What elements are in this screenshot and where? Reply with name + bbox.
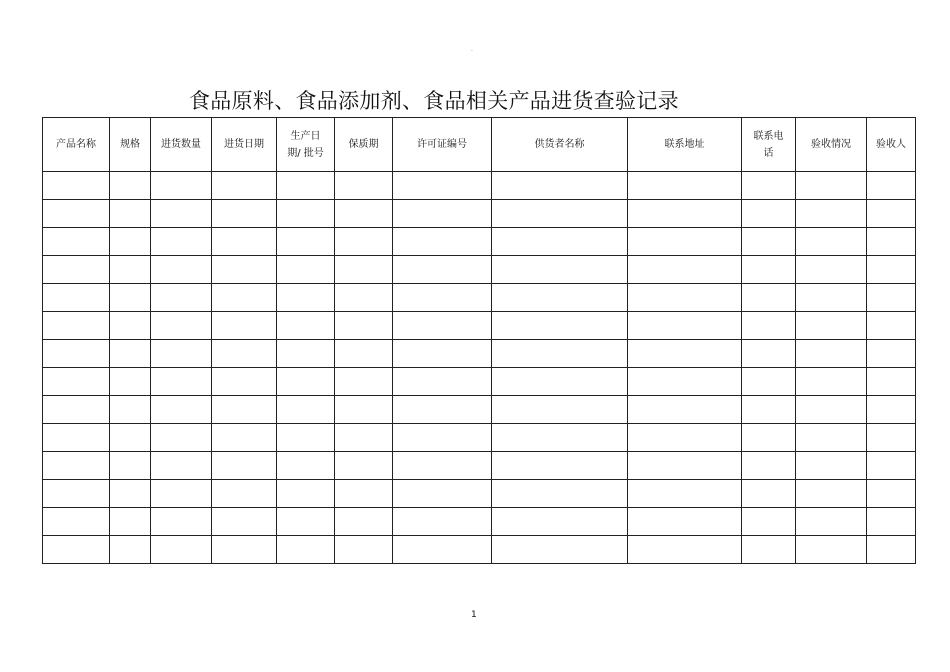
- table-cell-product-name[interactable]: [43, 284, 110, 312]
- table-cell-receiver[interactable]: [867, 508, 916, 536]
- table-cell-supplier-name[interactable]: [492, 228, 628, 256]
- table-cell-shelf-life[interactable]: [335, 312, 393, 340]
- column-header-contact-address: [628, 118, 742, 172]
- table-cell-contact-address[interactable]: [628, 424, 742, 452]
- column-header-label: 生产日: [290, 130, 321, 142]
- table-cell-purchase-quantity[interactable]: [151, 256, 212, 284]
- table-row: [43, 536, 916, 564]
- table-cell-shelf-life[interactable]: [335, 256, 393, 284]
- table-cell-purchase-quantity[interactable]: [151, 312, 212, 340]
- table-cell-specification[interactable]: [110, 172, 151, 200]
- table-cell-inspection-status[interactable]: [796, 536, 867, 564]
- table-cell-contact-address[interactable]: [628, 340, 742, 368]
- table-cell-purchase-date[interactable]: [212, 368, 277, 396]
- table-cell-contact-address[interactable]: [628, 480, 742, 508]
- table-cell-contact-address[interactable]: [628, 200, 742, 228]
- table-cell-contact-phone[interactable]: [742, 172, 796, 200]
- table-cell-purchase-quantity[interactable]: [151, 424, 212, 452]
- column-header-label-line2: 话: [763, 147, 774, 159]
- table-cell-purchase-date[interactable]: [212, 536, 277, 564]
- table-cell-license-number[interactable]: [393, 340, 492, 368]
- table-cell-license-number[interactable]: [393, 256, 492, 284]
- table-cell-specification[interactable]: [110, 452, 151, 480]
- table-cell-product-name[interactable]: [43, 480, 110, 508]
- table-cell-inspection-status[interactable]: [796, 172, 867, 200]
- table-cell-specification[interactable]: [110, 396, 151, 424]
- table-cell-purchase-quantity[interactable]: [151, 368, 212, 396]
- table-cell-receiver[interactable]: [867, 284, 916, 312]
- table-cell-inspection-status[interactable]: [796, 200, 867, 228]
- table-cell-production-date-batch[interactable]: [277, 452, 335, 480]
- table-row: [43, 312, 916, 340]
- table-cell-contact-phone[interactable]: [742, 284, 796, 312]
- column-header-supplier-name: [492, 118, 628, 172]
- column-header-specification: [110, 118, 151, 172]
- table-cell-production-date-batch[interactable]: [277, 508, 335, 536]
- table-cell-specification[interactable]: [110, 536, 151, 564]
- table-row: [43, 396, 916, 424]
- table-row: [43, 284, 916, 312]
- column-header-purchase-quantity: [151, 118, 212, 172]
- table-cell-inspection-status[interactable]: [796, 368, 867, 396]
- table-row: [43, 480, 916, 508]
- column-header-contact-phone: [742, 118, 796, 172]
- inspection-record-table: [42, 117, 916, 564]
- table-row: [43, 172, 916, 200]
- column-header-label: 保质期: [348, 139, 379, 150]
- table-cell-inspection-status[interactable]: [796, 256, 867, 284]
- table-cell-product-name[interactable]: [43, 312, 110, 340]
- table-cell-inspection-status[interactable]: [796, 508, 867, 536]
- table-cell-contact-phone[interactable]: [742, 312, 796, 340]
- table-cell-inspection-status[interactable]: [796, 452, 867, 480]
- table-cell-inspection-status[interactable]: [796, 228, 867, 256]
- table-cell-receiver[interactable]: [867, 536, 916, 564]
- table-cell-contact-phone[interactable]: [742, 452, 796, 480]
- table-cell-production-date-batch[interactable]: [277, 424, 335, 452]
- table-cell-production-date-batch[interactable]: [277, 284, 335, 312]
- table-cell-purchase-date[interactable]: [212, 508, 277, 536]
- table-cell-shelf-life[interactable]: [335, 424, 393, 452]
- table-cell-license-number[interactable]: [393, 480, 492, 508]
- table-cell-production-date-batch[interactable]: [277, 200, 335, 228]
- table-cell-supplier-name[interactable]: [492, 396, 628, 424]
- table-cell-purchase-quantity[interactable]: [151, 200, 212, 228]
- table-cell-supplier-name[interactable]: [492, 172, 628, 200]
- table-cell-production-date-batch[interactable]: [277, 368, 335, 396]
- table-cell-purchase-quantity[interactable]: [151, 396, 212, 424]
- table-cell-specification[interactable]: [110, 508, 151, 536]
- table-cell-contact-address[interactable]: [628, 228, 742, 256]
- table-cell-license-number[interactable]: [393, 312, 492, 340]
- table-cell-receiver[interactable]: [867, 424, 916, 452]
- table-row: [43, 424, 916, 452]
- table-cell-purchase-date[interactable]: [212, 284, 277, 312]
- column-header-label: 联系地址: [664, 139, 705, 150]
- column-header-license-number: [393, 118, 492, 172]
- table-cell-inspection-status[interactable]: [796, 396, 867, 424]
- table-cell-specification[interactable]: [110, 424, 151, 452]
- table-cell-contact-address[interactable]: [628, 172, 742, 200]
- column-header-label: 联系电: [753, 130, 784, 142]
- table-cell-purchase-quantity[interactable]: [151, 452, 212, 480]
- column-header-label: 进货数量: [161, 139, 201, 150]
- table-cell-receiver[interactable]: [867, 256, 916, 284]
- table-cell-contact-phone[interactable]: [742, 200, 796, 228]
- table-cell-contact-phone[interactable]: [742, 508, 796, 536]
- table-cell-shelf-life[interactable]: [335, 452, 393, 480]
- table-cell-contact-phone[interactable]: [742, 228, 796, 256]
- table-cell-product-name[interactable]: [43, 536, 110, 564]
- table-cell-supplier-name[interactable]: [492, 536, 628, 564]
- column-header-label-line2: 期/ 批号: [287, 147, 324, 159]
- table-cell-production-date-batch[interactable]: [277, 228, 335, 256]
- table-cell-purchase-date[interactable]: [212, 396, 277, 424]
- table-cell-contact-phone[interactable]: [742, 480, 796, 508]
- column-header-label: 验收情况: [811, 139, 851, 150]
- table-cell-contact-address[interactable]: [628, 536, 742, 564]
- table-cell-purchase-quantity[interactable]: [151, 172, 212, 200]
- table-cell-product-name[interactable]: [43, 340, 110, 368]
- table-cell-shelf-life[interactable]: [335, 200, 393, 228]
- table-cell-supplier-name[interactable]: [492, 256, 628, 284]
- table-cell-license-number[interactable]: [393, 172, 492, 200]
- column-header-label: 验收人: [876, 139, 906, 150]
- column-header-receiver: [867, 118, 916, 172]
- table-cell-contact-phone[interactable]: [742, 340, 796, 368]
- table-cell-contact-address[interactable]: [628, 368, 742, 396]
- table-cell-contact-address[interactable]: [628, 452, 742, 480]
- table-cell-shelf-life[interactable]: [335, 284, 393, 312]
- table-cell-purchase-date[interactable]: [212, 452, 277, 480]
- table-cell-purchase-quantity[interactable]: [151, 536, 212, 564]
- column-header-production-date-batch: [277, 118, 335, 172]
- table-cell-product-name[interactable]: [43, 508, 110, 536]
- table-cell-specification[interactable]: [110, 256, 151, 284]
- table-header-row: [43, 118, 916, 172]
- page-number: 1: [471, 610, 477, 620]
- table-cell-contact-address[interactable]: [628, 284, 742, 312]
- table-cell-supplier-name[interactable]: [492, 424, 628, 452]
- table-cell-license-number[interactable]: [393, 368, 492, 396]
- table-row: [43, 452, 916, 480]
- table-cell-receiver[interactable]: [867, 480, 916, 508]
- table-cell-specification[interactable]: [110, 340, 151, 368]
- table-cell-product-name[interactable]: [43, 452, 110, 480]
- table-cell-license-number[interactable]: [393, 396, 492, 424]
- table-cell-purchase-date[interactable]: [212, 424, 277, 452]
- table-cell-receiver[interactable]: [867, 228, 916, 256]
- table-cell-contact-phone[interactable]: [742, 256, 796, 284]
- table-cell-license-number[interactable]: [393, 452, 492, 480]
- table-cell-production-date-batch[interactable]: [277, 340, 335, 368]
- table-cell-specification[interactable]: [110, 480, 151, 508]
- table-cell-supplier-name[interactable]: [492, 480, 628, 508]
- table-cell-specification[interactable]: [110, 200, 151, 228]
- table-cell-product-name[interactable]: [43, 368, 110, 396]
- table-cell-production-date-batch[interactable]: [277, 312, 335, 340]
- document-title: 食品原料、食品添加剂、食品相关产品进货查验记录: [189, 89, 679, 113]
- table-cell-receiver[interactable]: [867, 396, 916, 424]
- table-cell-purchase-date[interactable]: [212, 480, 277, 508]
- table-cell-shelf-life[interactable]: [335, 368, 393, 396]
- table-cell-product-name[interactable]: [43, 172, 110, 200]
- table-cell-license-number[interactable]: [393, 200, 492, 228]
- table-cell-contact-address[interactable]: [628, 508, 742, 536]
- table-cell-receiver[interactable]: [867, 340, 916, 368]
- table-cell-specification[interactable]: [110, 368, 151, 396]
- table-cell-shelf-life[interactable]: [335, 508, 393, 536]
- table-cell-supplier-name[interactable]: [492, 312, 628, 340]
- table-cell-product-name[interactable]: [43, 228, 110, 256]
- table-cell-purchase-quantity[interactable]: [151, 480, 212, 508]
- table-cell-inspection-status[interactable]: [796, 284, 867, 312]
- table-cell-purchase-quantity[interactable]: [151, 228, 212, 256]
- table-row: [43, 368, 916, 396]
- table-cell-contact-address[interactable]: [628, 396, 742, 424]
- table-cell-receiver[interactable]: [867, 368, 916, 396]
- table-cell-shelf-life[interactable]: [335, 536, 393, 564]
- top-mark: ·: [471, 48, 473, 55]
- table-cell-receiver[interactable]: [867, 452, 916, 480]
- table-cell-production-date-batch[interactable]: [277, 396, 335, 424]
- table-cell-supplier-name[interactable]: [492, 452, 628, 480]
- table-cell-supplier-name[interactable]: [492, 200, 628, 228]
- table-cell-contact-phone[interactable]: [742, 368, 796, 396]
- table-cell-product-name[interactable]: [43, 424, 110, 452]
- table-cell-supplier-name[interactable]: [492, 508, 628, 536]
- table-cell-purchase-date[interactable]: [212, 256, 277, 284]
- table-cell-contact-phone[interactable]: [742, 396, 796, 424]
- column-header-inspection-status: [796, 118, 867, 172]
- table-cell-shelf-life[interactable]: [335, 228, 393, 256]
- table-cell-receiver[interactable]: [867, 172, 916, 200]
- table-row: [43, 256, 916, 284]
- table-cell-shelf-life[interactable]: [335, 396, 393, 424]
- table-cell-license-number[interactable]: [393, 424, 492, 452]
- table-cell-inspection-status[interactable]: [796, 480, 867, 508]
- column-header-label: 进货日期: [224, 139, 264, 150]
- table-cell-purchase-date[interactable]: [212, 172, 277, 200]
- column-header-label: 供货者名称: [534, 139, 585, 150]
- table-row: [43, 340, 916, 368]
- column-header-shelf-life: [335, 118, 393, 172]
- table-cell-license-number[interactable]: [393, 228, 492, 256]
- table-cell-purchase-date[interactable]: [212, 200, 277, 228]
- table-cell-shelf-life[interactable]: [335, 172, 393, 200]
- table-cell-shelf-life[interactable]: [335, 340, 393, 368]
- table-cell-shelf-life[interactable]: [335, 480, 393, 508]
- column-header-label: 规格: [120, 139, 140, 150]
- table-row: [43, 228, 916, 256]
- table-cell-contact-phone[interactable]: [742, 536, 796, 564]
- table-cell-license-number[interactable]: [393, 284, 492, 312]
- table-cell-production-date-batch[interactable]: [277, 480, 335, 508]
- column-header-label: 产品名称: [56, 139, 96, 150]
- column-header-product-name: [43, 118, 110, 172]
- table-cell-product-name[interactable]: [43, 200, 110, 228]
- table-cell-contact-phone[interactable]: [742, 424, 796, 452]
- table-row: [43, 200, 916, 228]
- table-cell-purchase-quantity[interactable]: [151, 340, 212, 368]
- table-cell-license-number[interactable]: [393, 536, 492, 564]
- table-cell-production-date-batch[interactable]: [277, 172, 335, 200]
- table-cell-supplier-name[interactable]: [492, 284, 628, 312]
- table-cell-supplier-name[interactable]: [492, 340, 628, 368]
- table-cell-production-date-batch[interactable]: [277, 256, 335, 284]
- table-cell-inspection-status[interactable]: [796, 424, 867, 452]
- table-cell-receiver[interactable]: [867, 312, 916, 340]
- table-cell-purchase-date[interactable]: [212, 340, 277, 368]
- table-cell-purchase-quantity[interactable]: [151, 284, 212, 312]
- table-cell-purchase-date[interactable]: [212, 312, 277, 340]
- table-cell-specification[interactable]: [110, 284, 151, 312]
- table-row: [43, 508, 916, 536]
- table-cell-license-number[interactable]: [393, 508, 492, 536]
- table-body: [43, 172, 916, 564]
- table-cell-purchase-quantity[interactable]: [151, 508, 212, 536]
- table-cell-inspection-status[interactable]: [796, 312, 867, 340]
- table-cell-production-date-batch[interactable]: [277, 536, 335, 564]
- table-cell-supplier-name[interactable]: [492, 368, 628, 396]
- table-cell-specification[interactable]: [110, 228, 151, 256]
- table-cell-product-name[interactable]: [43, 396, 110, 424]
- table-cell-specification[interactable]: [110, 312, 151, 340]
- table-cell-receiver[interactable]: [867, 200, 916, 228]
- table-cell-inspection-status[interactable]: [796, 340, 867, 368]
- column-header-purchase-date: [212, 118, 277, 172]
- table-cell-product-name[interactable]: [43, 256, 110, 284]
- table-cell-contact-address[interactable]: [628, 256, 742, 284]
- column-header-label: 许可证编号: [417, 139, 467, 150]
- table-cell-purchase-date[interactable]: [212, 228, 277, 256]
- table-cell-contact-address[interactable]: [628, 312, 742, 340]
